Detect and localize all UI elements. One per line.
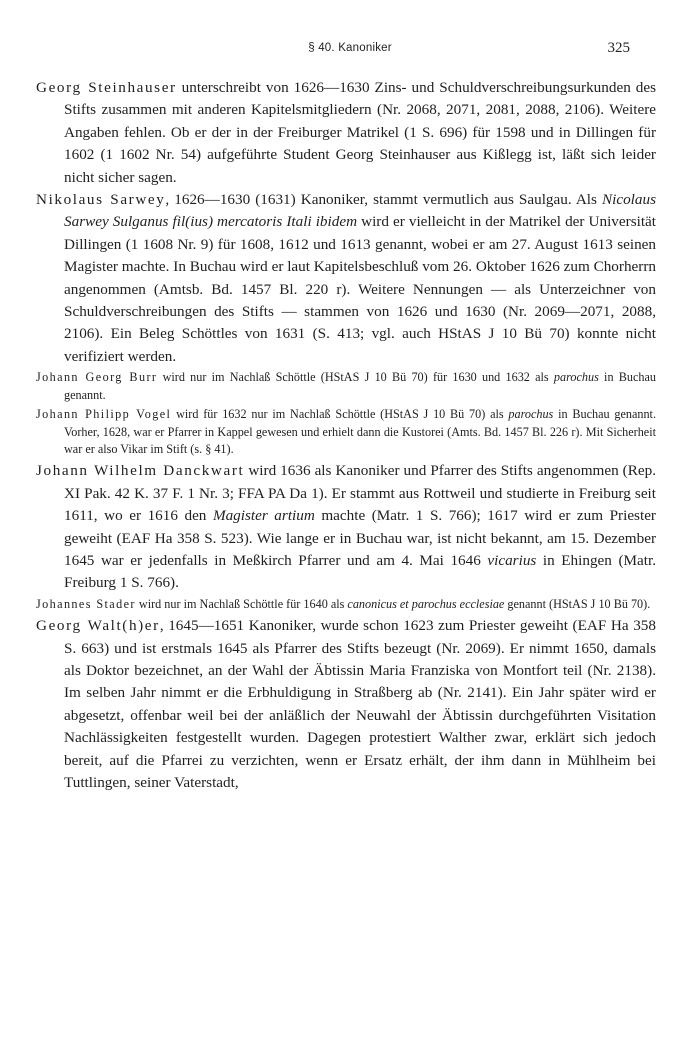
entry-text: , 1626—1630 (1631) Kanoniker, stammt vermutlich aus Saulgau. Als <box>165 191 602 209</box>
entry-name: Nikolaus Sarwey <box>36 191 166 209</box>
entry-text: wird nur im Nachlaß Schöttle für 1640 als <box>135 596 348 611</box>
running-head: § 40. Kanoniker <box>308 42 392 54</box>
entry-text: unterschreibt von 1626—1630 Zins- und Schuldverschreibungsurkunden des Stifts zusammen mit anderen Kapitelsmitgliedern (Nr. 2068, 2071, 2081, 2088, 2106). Weitere Angaben fehlen. Ob er der in der Freiburger Matrikel (1 S. 696) für 1598 und in Dillingen für 1602 (1 1602 Nr. 54) aufgeführte Student Georg Steinhauser aus Kißlegg ist, läßt sich leider nicht sicher sagen. <box>64 79 656 186</box>
entry-text: in Buchau genannt. <box>64 370 657 402</box>
entry-text: wird 1636 als Kanoniker und Pfarrer des Stifts angenommen (Rep. XI Pak. 42 K. 37 F. 1 Nr. 3; FFA PA Da 1). Er stammt aus Rottweil und studierte in Freiburg seit 1611, wo er 1616 den <box>64 462 656 525</box>
page-number: 325 <box>607 40 630 56</box>
entry-text: in Ehingen (Matr. Freiburg 1 S. 766). <box>64 551 656 592</box>
entry-burr <box>36 369 656 404</box>
entry-walther <box>36 615 656 794</box>
entry-name: Georg Walt(h)er <box>36 617 160 635</box>
entry-italic-text: Nicolaus Sarwey Sulganus fil(ius) mercatoris Itali ibidem <box>64 191 656 231</box>
entry-name: Johann Wilhelm Danckwart <box>36 462 245 480</box>
entry-steinhauser <box>36 77 656 189</box>
entry-text: genannt (HStAS J 10 Bü 70). <box>504 596 651 611</box>
entry-text: , 1645—1651 Kanoniker, wurde schon 1623 zum Priester geweiht (EAF Ha 358 S. 663) und ist erstmals 1645 als Pfarrer des Stifts bezeugt (Nr. 2069). Er nimmt 1650, damals als Doktor bezeichnet, an der Wahl der Äbtissin Maria Franziska von Montfort teil (Nr. 2138). Im selben Jahr nimmt er die Erbhuldigung in Straßberg ab (Nr. 2141). Ein Jahr später wird er abgesetzt, offenbar weil bei der anläßlich der Neuwahl der Äbtissin durchgeführten Visitation Nachlässigkeiten festgestellt wurden. Dagegen protestiert Walther zwar, erklärt sich jedoch bereit, auf die Pfarrei zu verzichten, wenn er Ersatz erhält, der ihm dann in Mühlheim bei Tuttlingen, seiner Vaterstadt, <box>64 617 656 791</box>
entry-stader <box>36 596 656 613</box>
entry-italic-text: parochus <box>508 407 554 422</box>
entry-italic-text: vicarius <box>487 551 537 569</box>
entry-name: Johannes Stader <box>36 596 136 611</box>
entry-italic-text: parochus <box>553 370 599 385</box>
entry-text: in Buchau genannt. Vorher, 1628, war er Pfarrer in Kappel gewesen und erhielt dann die Kustorei (Amts. Bd. 1457 Bl. 226 r). Mit Sicherheit war er also Vikar im Stift (s. § 41). <box>64 407 656 456</box>
entry-italic-text: Magister artium <box>212 507 315 525</box>
entry-italic-text: canonicus et parochus ecclesiae <box>347 596 505 611</box>
entry-text: machte (Matr. 1 S. 766); 1617 wird er zum Priester geweiht (EAF Ha 358 S. 523). Wie lange er in Buchau war, ist nicht bekannt, am 15. Dezember 1645 war er jedenfalls in Meßkirch Pfarrer und am 4. Mai 1646 <box>64 507 656 569</box>
entry-danckwart <box>36 460 656 594</box>
page-header <box>0 36 700 60</box>
entry-vogel <box>36 406 656 458</box>
entry-text: wird er vielleicht in der Matrikel der Universität Dillingen (1 1608 Nr. 9) für 1608, 1612 und 1613 genannt, wobei er am 27. August 1613 seinen Magister machte. In Buchau wird er laut Kapitelsbeschluß vom 26. Oktober 1626 zum Chorherrn angenommen (Amtsb. Bd. 1457 Bl. 220 r). Weitere Nennungen — als Unterzeichner von Schuldverschreibungen des Stifts — stammen von 1626 und 1630 (Nr. 2069—2071, 2088, 2106). Ein Beleg Schöttles von 1631 (S. 413; vgl. auch HStAS J 10 Bü 70) konnte nicht verifiziert werden. <box>64 213 656 365</box>
entry-name: Johann Georg Burr <box>36 370 158 385</box>
entry-sarwey <box>36 189 656 368</box>
entry-name: Johann Philipp Vogel <box>36 407 172 422</box>
body-text <box>36 77 656 794</box>
entry-name: Georg Steinhauser <box>36 79 177 96</box>
entry-text: wird nur im Nachlaß Schöttle (HStAS J 10 Bü 70) für 1630 und 1632 als <box>157 370 554 385</box>
entry-text: wird für 1632 nur im Nachlaß Schöttle (HStAS J 10 Bü 70) als <box>171 407 509 422</box>
